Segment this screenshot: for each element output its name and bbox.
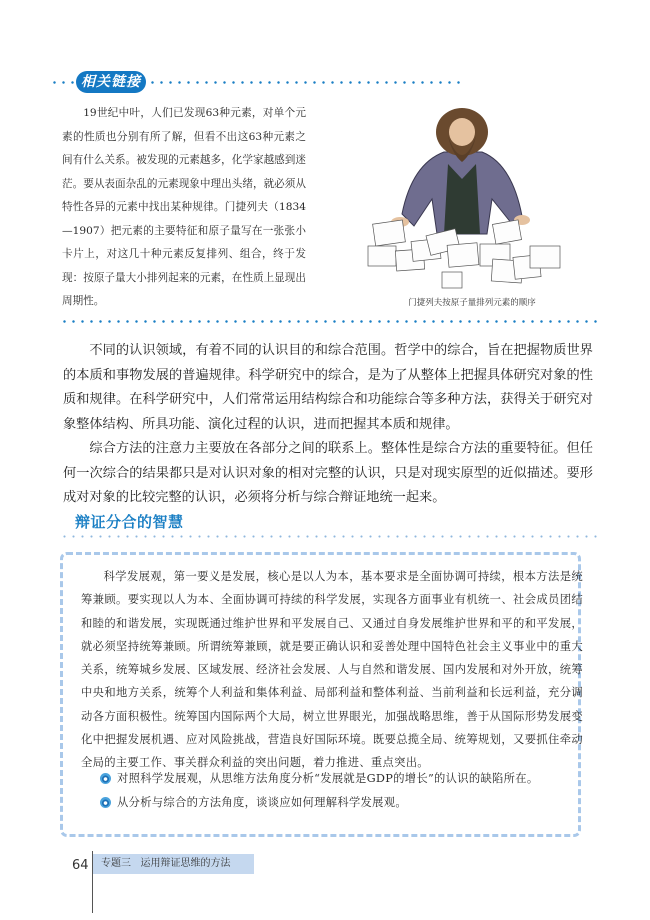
main-text bbox=[63, 339, 593, 511]
question-item-2 bbox=[100, 794, 407, 810]
question-text-1: 对照科学发展观，从思维方法角度分析“发展就是GDP的增长”的认识的缺陷所在。 bbox=[117, 772, 539, 785]
main-paragraph-2: 综合方法的注意力主要放在各部分之间的联系上。整体性是综合方法的重要特征。但任何一次综合的结果都只是对认识对象的相对完整的认识，只是对现实原型的近似描述。要形成对对象的比较完整的认识，必须将分析与综合辩证地统一起来。 bbox=[63, 441, 593, 505]
related-link-badge: 相关链接 bbox=[76, 71, 146, 93]
chapter-label: 专题三 运用辩证思维的方法 bbox=[93, 854, 254, 874]
related-link-paragraph: 19世纪中叶，人们已发现63种元素，对单个元素的性质也分别有所了解，但看不出这63种元素之间有什么关系。被发现的元素越多，化学家越感到迷茫。要从表面杂乱的元素现象中理出头绪，就必须从特性各异的元素中找出某种规律。门捷列夫（1834—1907）把元素的主要特征和原子量写在一张张小卡片上，对这几十种元素反复排列、组合，终于发现：按原子量大小排列起来的元素，在性质上显现出周期性。 bbox=[62, 107, 306, 307]
dotted-divider-top-left bbox=[50, 81, 74, 84]
wisdom-paragraph: 科学发展观，第一要义是发展，核心是以人为本，基本要求是全面协调可持续，根本方法是统筹兼顾。要实现以人为本、全面协调可持续的科学发展，实现各方面事业有机统一、社会成员团结和睦的和谐发展，实现既通过维护世界和平发展自己、又通过自身发展维护世界和平的和平发展，就必须坚持统筹兼顾。所谓统筹兼顾，就是要正确认识和妥善处理中国特色社会主义事业中的重大关系，统筹城乡发展、区域发展、经济社会发展、人与自然和谐发展、国内发展和对外开放，统筹中央和地方关系，统筹个人利益和集体利益、局部利益和整体利益、当前利益和长远利益，充分调动各方面积极性。统筹国内国际两个大局，树立世界眼光，加强战略思维，善于从国际形势发展变化中把握发展机遇、应对风险挑战，营造良好国际环境。既要总揽全局、统筹规划，又要抓住牵动全局的主要工作、事关群众利益的突出问题，着力推进、重点突出。 bbox=[81, 570, 583, 770]
related-link-text bbox=[62, 102, 306, 314]
question-item-1 bbox=[100, 770, 538, 786]
section-dotted-divider bbox=[60, 535, 600, 538]
bullet-circle-icon bbox=[100, 773, 111, 784]
main-paragraph-1: 不同的认识领域，有着不同的认识目的和综合范围。哲学中的综合，旨在把握物质世界的本质和事物发展的普遍规律。科学研究中的综合，是为了从整体上把握具体研究对象的性质和规律。在科学研究中，人们常常运用结构综合和功能综合等多种方法，获得关于研究对象整体结构、所具功能、演化过程的认识，进而把握其本质和规律。 bbox=[63, 343, 593, 432]
mendeleev-drawing-icon bbox=[362, 104, 572, 290]
section-title: 辩证分合的智慧 bbox=[75, 513, 184, 531]
question-text-2: 从分析与综合的方法角度，谈谈应如何理解科学发展观。 bbox=[117, 796, 407, 809]
wisdom-text bbox=[81, 565, 583, 775]
bullet-circle-icon bbox=[100, 797, 111, 808]
illustration-caption: 门捷列夫按原子量排列元素的顺序 bbox=[408, 298, 536, 308]
mendeleev-illustration bbox=[362, 104, 572, 290]
dotted-divider-top-right bbox=[148, 81, 464, 84]
page-number: 64 bbox=[72, 858, 89, 873]
dotted-divider-bottom bbox=[60, 320, 600, 323]
